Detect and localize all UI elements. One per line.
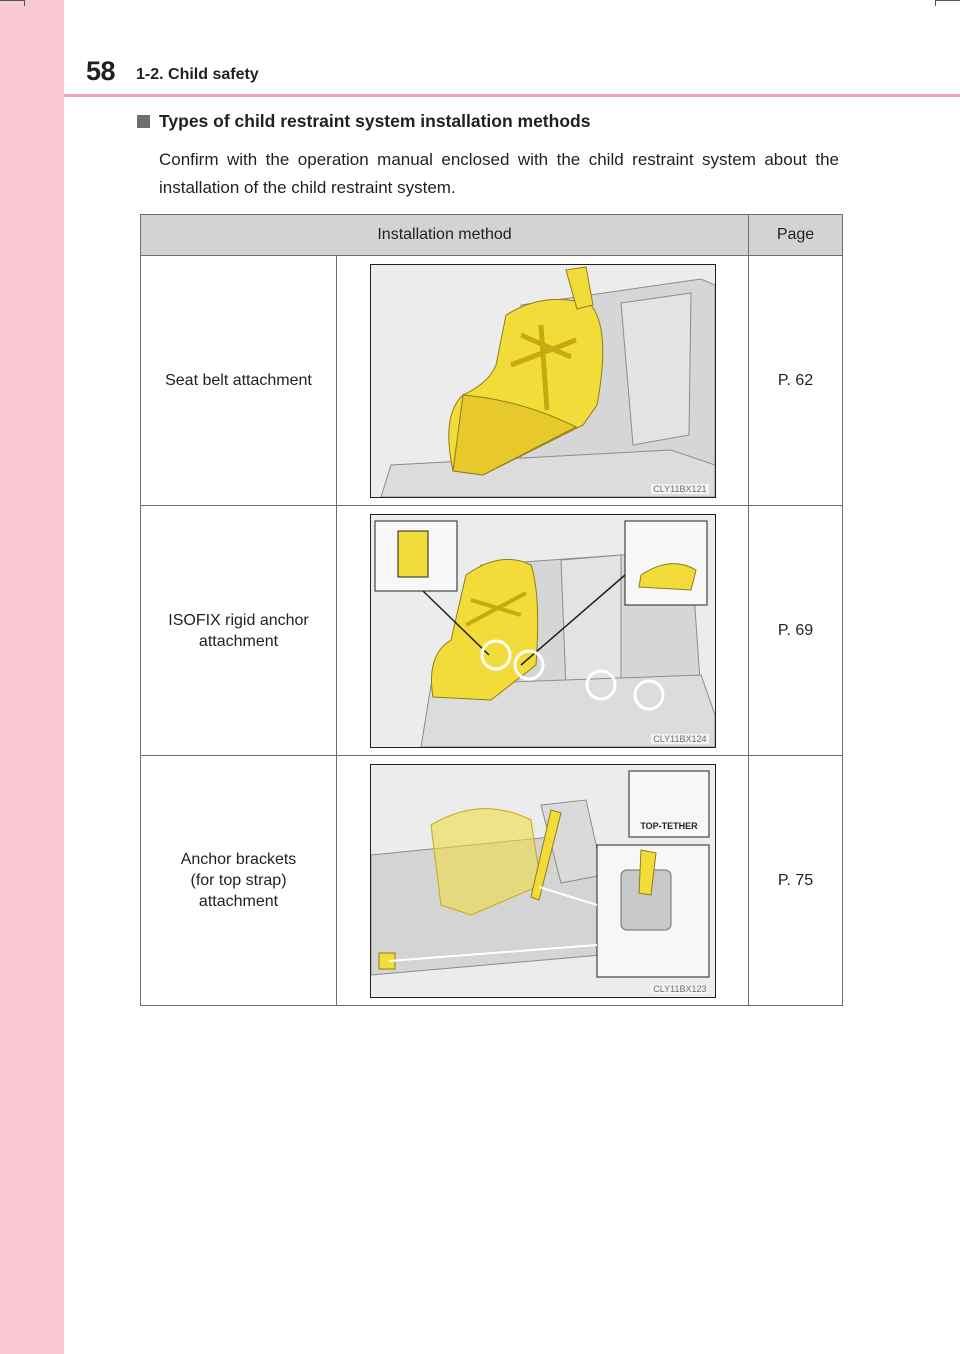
method-cell: ISOFIX rigid anchor attachment [141,506,337,756]
top-tether-illustration [370,764,716,998]
illustration-cell [337,256,749,506]
table-row [141,506,843,756]
method-cell: Anchor brackets (for top strap) attachment [141,756,337,1006]
page-reference: P. 69 [749,506,843,756]
crop-mark [0,0,24,1]
figure-code: CLY11BX121 [653,483,707,494]
table-header-row [141,215,843,256]
header-rule [64,94,960,97]
crop-mark [935,0,960,1]
isofix-illustration [370,514,716,748]
figure-code: CLY11BX124 [653,733,707,744]
figure-code: CLY11BX123 [653,983,707,994]
column-header-method: Installation method [141,215,749,256]
intro-paragraph: Confirm with the operation manual enclosed with the child restraint system about the installation of the child restraint system. [159,150,839,197]
seat-belt-illustration [370,264,716,498]
page-reference: P. 62 [749,256,843,506]
table-row [141,256,843,506]
installation-methods-table [140,214,843,1006]
column-header-page: Page [749,215,843,256]
table-row [141,756,843,1006]
page-number: 58 [86,56,116,86]
top-tether-label: TOP-TETHER [639,820,698,831]
method-cell: Seat belt attachment [141,256,337,506]
page-reference: P. 75 [749,756,843,1006]
subsection-heading: Types of child restraint system installation methods [159,111,591,131]
illustration-cell [337,506,749,756]
illustration-cell [337,756,749,1006]
left-margin-band [0,0,64,1354]
section-title: 1-2. Child safety [136,66,259,83]
heading-bullet-icon [137,115,150,128]
crop-mark [935,0,936,6]
crop-mark [24,0,25,6]
